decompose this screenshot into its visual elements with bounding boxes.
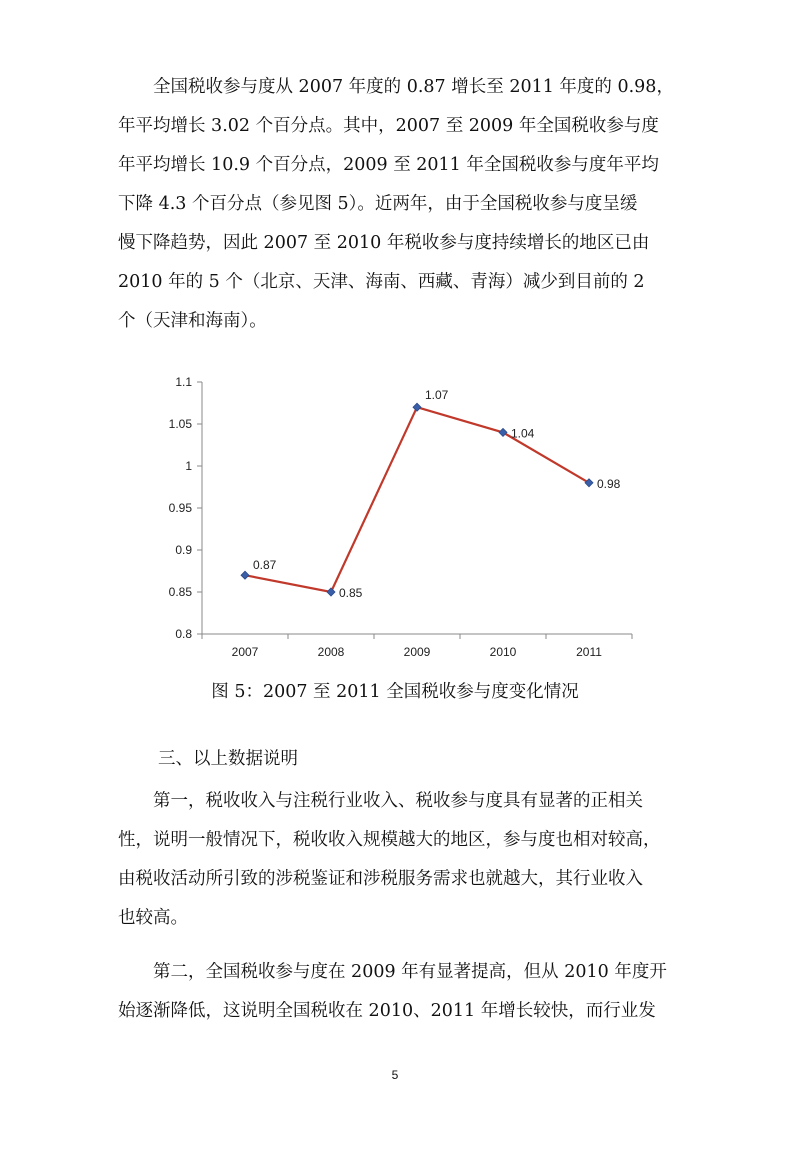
x-tick-label: 2007 (231, 645, 259, 659)
data-label: 0.98 (597, 476, 621, 491)
data-label: 1.07 (425, 388, 449, 403)
y-tick-label: 0.85 (168, 585, 192, 599)
x-tick-label: 2008 (317, 645, 345, 659)
text-line: 2010 年的 5 个（北京、天津、海南、西藏、青海）减少到目前的 2 (118, 272, 645, 292)
text-line: 年平均增长 3.02 个百分点。其中，2007 至 2009 年全国税收参与度 (118, 116, 659, 136)
text-line: 下降 4.3 个百分点（参见图 5）。近两年，由于全国税收参与度呈缓 (118, 194, 638, 214)
y-tick-label: 1.1 (175, 375, 192, 389)
data-point-marker (327, 588, 335, 596)
section-heading: 三、以上数据说明 (158, 749, 298, 769)
paragraph-first-conclusion (118, 782, 670, 938)
data-label: 0.85 (339, 586, 363, 600)
text-line: 年平均增长 10.9 个百分点，2009 至 2011 年全国税收参与度年平均 (118, 155, 659, 175)
text-line: 全国税收参与度从 2007 年度的 0.87 增长至 2011 年度的 0.98， (118, 77, 674, 97)
text-line: 始逐渐降低，这说明全国税收在 2010、2011 年增长较快，而行业发 (118, 1001, 656, 1021)
y-tick-label: 0.95 (168, 501, 192, 515)
data-point-marker (241, 571, 249, 579)
y-tick-label: 0.9 (175, 543, 192, 557)
x-tick-label: 2010 (489, 645, 517, 659)
x-tick-label: 2009 (403, 645, 431, 659)
chart-series (241, 403, 593, 596)
series-line (245, 407, 589, 592)
x-tick-label: 2011 (576, 645, 602, 659)
chart-axes (202, 382, 632, 634)
x-axis-ticks (202, 634, 632, 659)
figure-caption: 图 5：2007 至 2011 全国税收参与度变化情况 (211, 682, 579, 702)
text-line: 慢下降趋势，因此 2007 至 2010 年税收参与度持续增长的地区已由 (118, 233, 650, 253)
y-axis-ticks (169, 375, 202, 641)
participation-line-chart (150, 370, 640, 670)
data-label: 1.04 (511, 426, 535, 441)
paragraph-participation-trend (118, 68, 674, 341)
text-line: 性，说明一般情况下，税收收入规模越大的地区，参与度也相对较高， (118, 830, 661, 850)
y-tick-label: 1.05 (168, 417, 192, 431)
text-line: 个（天津和海南）。 (118, 311, 267, 331)
data-label: 0.87 (253, 558, 277, 573)
page-number: 5 (391, 1068, 399, 1082)
text-line: 第二，全国税收参与度在 2009 年有显著提高，但从 2010 年度开 (118, 962, 667, 982)
y-tick-label: 0.8 (175, 627, 192, 641)
text-line: 也较高。 (118, 908, 188, 928)
paragraph-second-conclusion (118, 953, 670, 1031)
text-line: 第一，税收收入与注税行业收入、税收参与度具有显著的正相关 (118, 791, 643, 811)
data-labels (253, 388, 621, 600)
data-point-marker (413, 403, 421, 411)
text-line: 由税收活动所引致的涉税鉴证和涉税服务需求也就越大，其行业收入 (118, 869, 643, 889)
y-tick-label: 1 (185, 459, 192, 473)
